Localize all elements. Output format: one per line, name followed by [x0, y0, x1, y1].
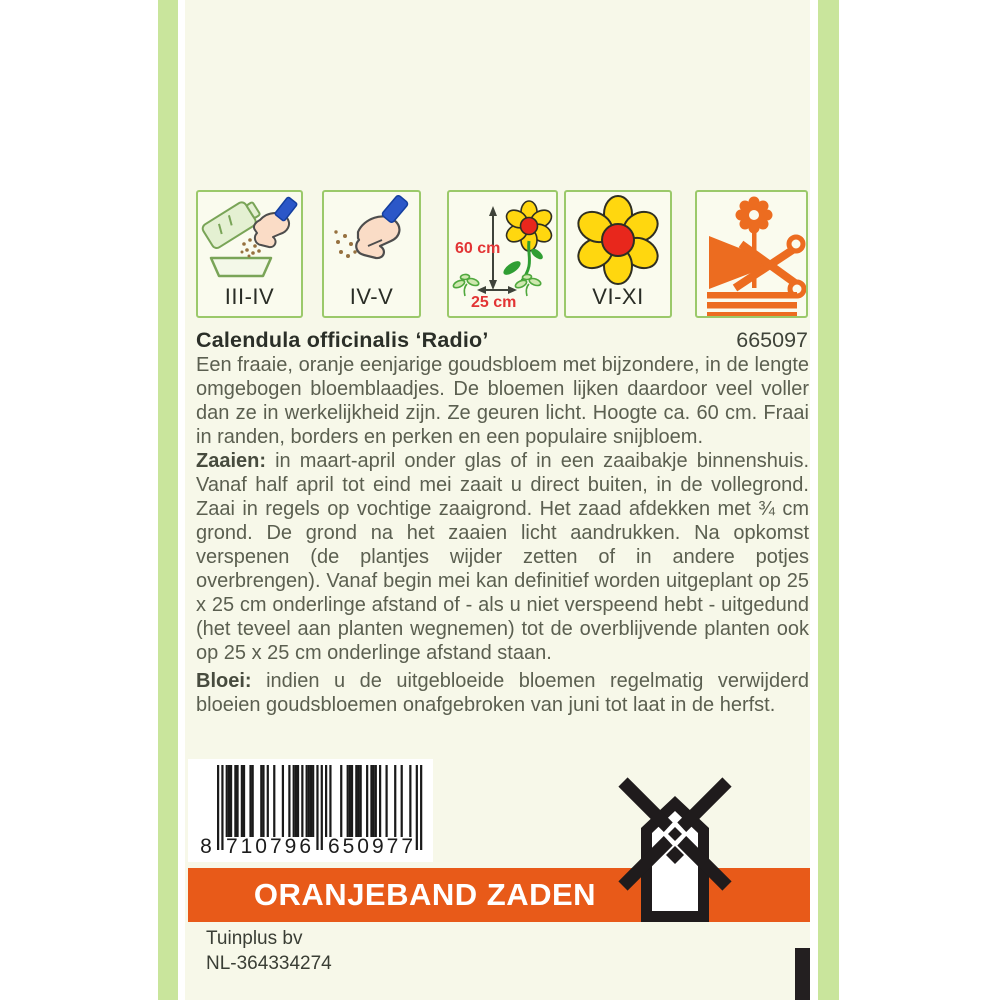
- sow-direct-box: [322, 190, 421, 318]
- body-copy: [196, 353, 809, 717]
- left-green-strip: [158, 0, 178, 1000]
- cut-flower-scissors-logo-icon: [697, 192, 806, 316]
- brand-banner-label: ORANJEBAND ZADEN: [253, 877, 597, 912]
- barcode-group2: 650977: [327, 835, 417, 858]
- brand-logo-box: [695, 190, 808, 318]
- variety-title: Calendula officinalis ‘Radio’: [196, 328, 489, 352]
- no-greenhouse-icon: [616, 776, 734, 922]
- description-paragraph: Een fraaie, oranje eenjarige goudsbloem met bijzondere, in de lengte omgebogen bloemblaadjes. De bloemen lijken daardoor veel voller dan ze in werkelijkheid zijn. Ze geuren licht. Hoogte ca. 60 cm. Fraai in randen, borders en perken en een populaire snijbloem.: [196, 354, 809, 448]
- right-green-strip: [818, 0, 839, 1000]
- sow-indoors-tray-icon: [198, 192, 301, 288]
- barcode-group1: 710796: [225, 835, 315, 858]
- sowing-lead: Zaaien:: [196, 450, 267, 472]
- flowering-paragraph: [196, 669, 809, 717]
- sow-indoors-label: III-IV: [224, 284, 275, 309]
- sowing-text: in maart-april onder glas of in een zaaibakje binnenshuis. Vanaf half april tot eind mei zaait u direct buiten, in de vollegrond. Zaai in regels op vochtige zaaigrond. Het zaad afdekken met ¾ cm grond. De grond na het zaaien licht aandrukken. Na opkomst verspenen (de plantjes wijder zetten of in andere potjes overbrengen). Vanaf begin mei kan definitief worden uitgeplant op 25 x 25 cm onderlinge afstand of - als u niet verspeend hebt - uitgedund (het teveel aan planten wegnemen) tot de overblijvende planten ook op 25 x 25 cm onderlinge afstand staan.: [196, 450, 809, 664]
- height-label: 60 cm: [455, 240, 501, 257]
- title-row: [196, 328, 808, 353]
- barcode-lead-digit: 8: [200, 835, 212, 858]
- flowering-lead: Bloei:: [196, 670, 252, 692]
- barcode: [188, 759, 433, 862]
- sow-direct-hand-icon: [324, 192, 419, 288]
- height-spacing-box: [447, 190, 558, 318]
- sowing-paragraph: [196, 449, 809, 665]
- article-number: 665097: [736, 328, 808, 352]
- footer-registration: NL-364334274: [206, 953, 332, 974]
- flowering-period-label: VI-XI: [592, 284, 644, 309]
- flowering-period-icon: [566, 192, 670, 288]
- sow-direct-label: IV-V: [349, 284, 394, 309]
- spacing-label: 25 cm: [471, 294, 517, 311]
- flowering-text: indien u de uitgebloeide bloemen regelmatig verwijderd bloeien goudsbloemen onafgebroken van juni tot laat in de herfst.: [196, 670, 809, 716]
- flowering-period-box: [564, 190, 672, 318]
- print-registration-mark: [795, 948, 810, 1000]
- footer-company: Tuinplus bv: [206, 928, 303, 949]
- sow-indoors-box: [196, 190, 303, 318]
